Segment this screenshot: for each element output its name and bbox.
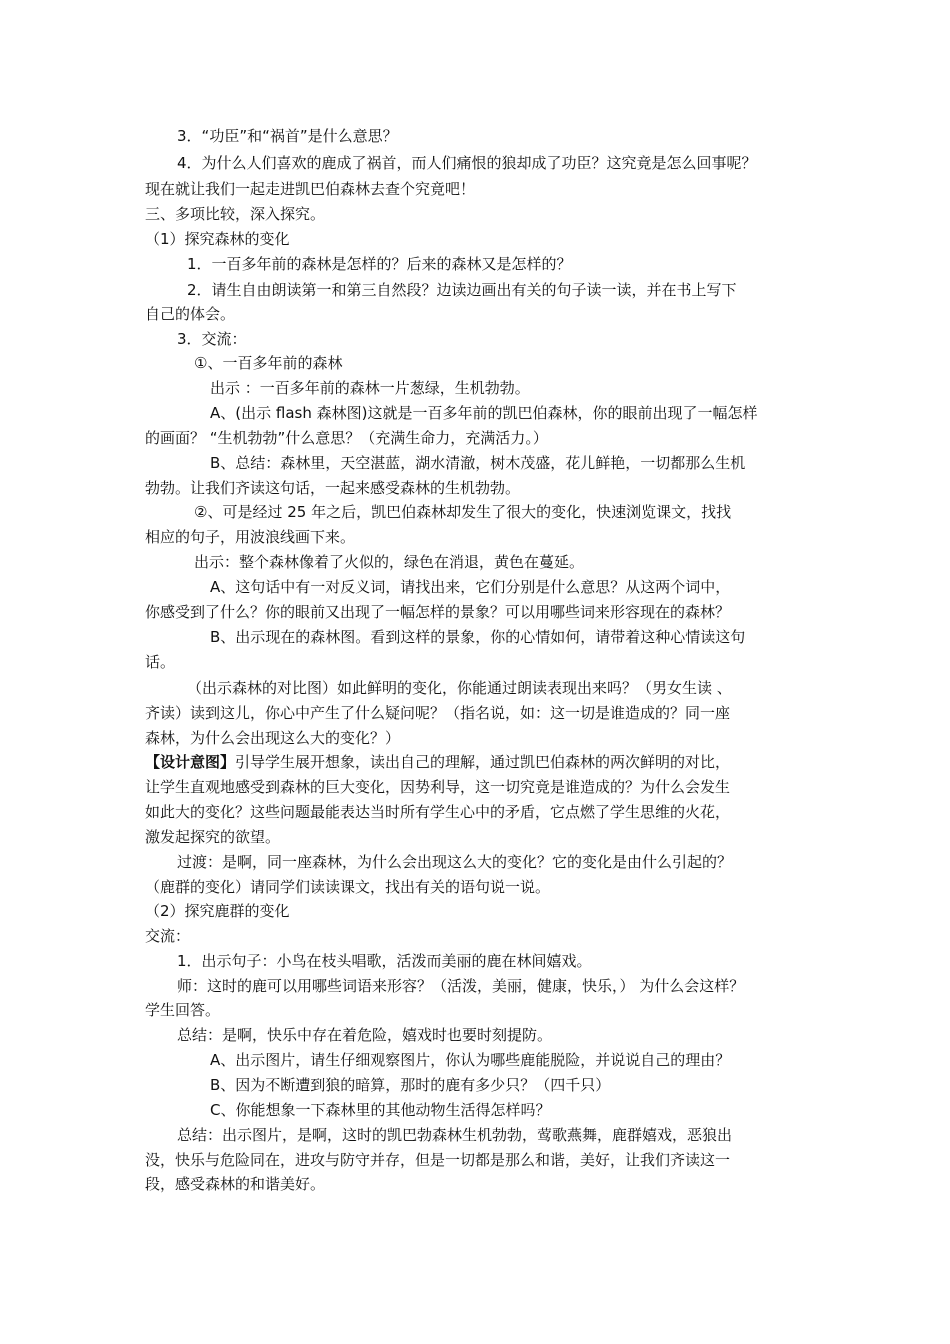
text-line: 过渡：是啊，同一座森林，为什么会出现这么大的变化？它的变化是由什么引起的？: [177, 853, 733, 871]
text-line: A、出示图片，请生仔细观察图片，你认为哪些鹿能脱险，并说说自己的理由？: [210, 1051, 731, 1069]
text-line: 激发起探究的欲望。: [145, 828, 281, 846]
text-line: （出示森林的对比图）如此鲜明的变化，你能通过朗读表现出来吗？（男女生读 、: [187, 679, 732, 697]
text-line: ②、可是经过 25 年之后，凯巴伯森林却发生了很大的变化，快速浏览课文，找找: [194, 503, 732, 521]
text-line: 齐读）读到这儿，你心中产生了什么疑问呢？（指名说，如：这一切是谁造成的？同一座: [145, 704, 731, 722]
text-line: 师：这时的鹿可以用哪些词语来形容？（活泼，美丽，健康，快乐，） 为什么会这样？: [177, 977, 745, 995]
text-line: A、(出示 flash 森林图)这就是一百多年前的凯巴伯森林，你的眼前出现了一幅怎样: [210, 404, 758, 422]
text-line: ①、一百多年前的森林: [194, 354, 343, 372]
text-line: 让学生直观地感受到森林的巨大变化，因势利导，这一切究竟是谁造成的？为什么会发生: [145, 778, 731, 796]
text-line: 1．出示句子：小鸟在枝头唱歌，活泼而美丽的鹿在林间嬉戏。: [177, 952, 592, 970]
text-line: 森林，为什么会出现这么大的变化？）: [145, 729, 401, 747]
text-line: A、这句话中有一对反义词，请找出来，它们分别是什么意思？从这两个词中，: [210, 578, 731, 596]
text-line: 自己的体会。: [145, 305, 236, 323]
text-line: 话。: [145, 653, 176, 671]
text-line: 学生回答。: [145, 1001, 221, 1019]
text-line: 3．交流：: [177, 330, 247, 348]
text-line: 的画面？ “生机勃勃”什么意思？（充满生命力，充满活力。）: [145, 429, 548, 447]
text-line: 出示 ：一百多年前的森林一片葱绿，生机勃勃。: [210, 379, 530, 397]
text-line: B、总结：森林里，天空湛蓝，湖水清澈，树木茂盛，花儿鲜艳，一切都那么生机: [210, 454, 746, 472]
subsection-heading: （2）探究鹿群的变化: [145, 902, 290, 920]
text-line: 总结：是啊，快乐中存在着危险，嬉戏时也要时刻提防。: [177, 1026, 553, 1044]
text-line: 交流：: [145, 927, 191, 945]
text-line: 1．一百多年前的森林是怎样的？后来的森林又是怎样的？: [187, 255, 572, 273]
text-line: 出示：整个森林像着了火似的，绿色在消退，黄色在蔓延。: [194, 553, 585, 571]
text-line: 总结：出示图片，是啊，这时的凯巴勃森林生机勃勃，莺歌燕舞，鹿群嬉戏，恶狼出: [177, 1126, 733, 1144]
text-line: 4．为什么人们喜欢的鹿成了祸首，而人们痛恨的狼却成了功臣？这究竟是怎么回事呢？: [177, 154, 757, 172]
text-line: （鹿群的变化）请同学们读读课文，找出有关的语句说一说。: [145, 878, 551, 896]
text-line: B、出示现在的森林图。看到这样的景象，你的心情如何，请带着这种心情读这句: [210, 628, 746, 646]
text-line: 段，感受森林的和谐美好。: [145, 1175, 326, 1193]
text-line: 没，快乐与危险同在，进攻与防守并存，但是一切都是那么和谐，美好，让我们齐读这一: [145, 1151, 731, 1169]
text-line: 2．请生自由朗读第一和第三自然段？边读边画出有关的句子读一读，并在书上写下: [187, 281, 737, 299]
text-line: 如此大的变化？这些问题最能表达当时所有学生心中的矛盾，它点燃了学生思维的火花，: [145, 803, 731, 821]
design-intent-label: 【设计意图】: [145, 753, 236, 771]
design-intent-line: [145, 750, 730, 774]
text-line: B、因为不断遭到狼的暗算，那时的鹿有多少只？（四千只）: [210, 1076, 611, 1094]
text-line: 勃勃。让我们齐读这句话，一起来感受森林的生机勃勃。: [145, 479, 521, 497]
text-line: 3．“功臣”和“祸首”是什么意思？: [177, 127, 398, 145]
text-line: 你感受到了什么？你的眼前又出现了一幅怎样的景象？可以用哪些词来形容现在的森林？: [145, 603, 731, 621]
text-line: 相应的句子，用波浪线画下来。: [145, 528, 356, 546]
text-line: C、你能想象一下森林里的其他动物生活得怎样吗？: [210, 1101, 551, 1119]
design-intent-text: 引导学生展开想象，读出自己的理解，通过凯巴伯森林的两次鲜明的对比，: [235, 753, 731, 771]
subsection-heading: （1）探究森林的变化: [145, 230, 290, 248]
section-heading: 三、多项比较，深入探究。: [145, 205, 326, 223]
text-line: 现在就让我们一起走进凯巴伯森林去查个究竟吧！: [145, 180, 476, 198]
